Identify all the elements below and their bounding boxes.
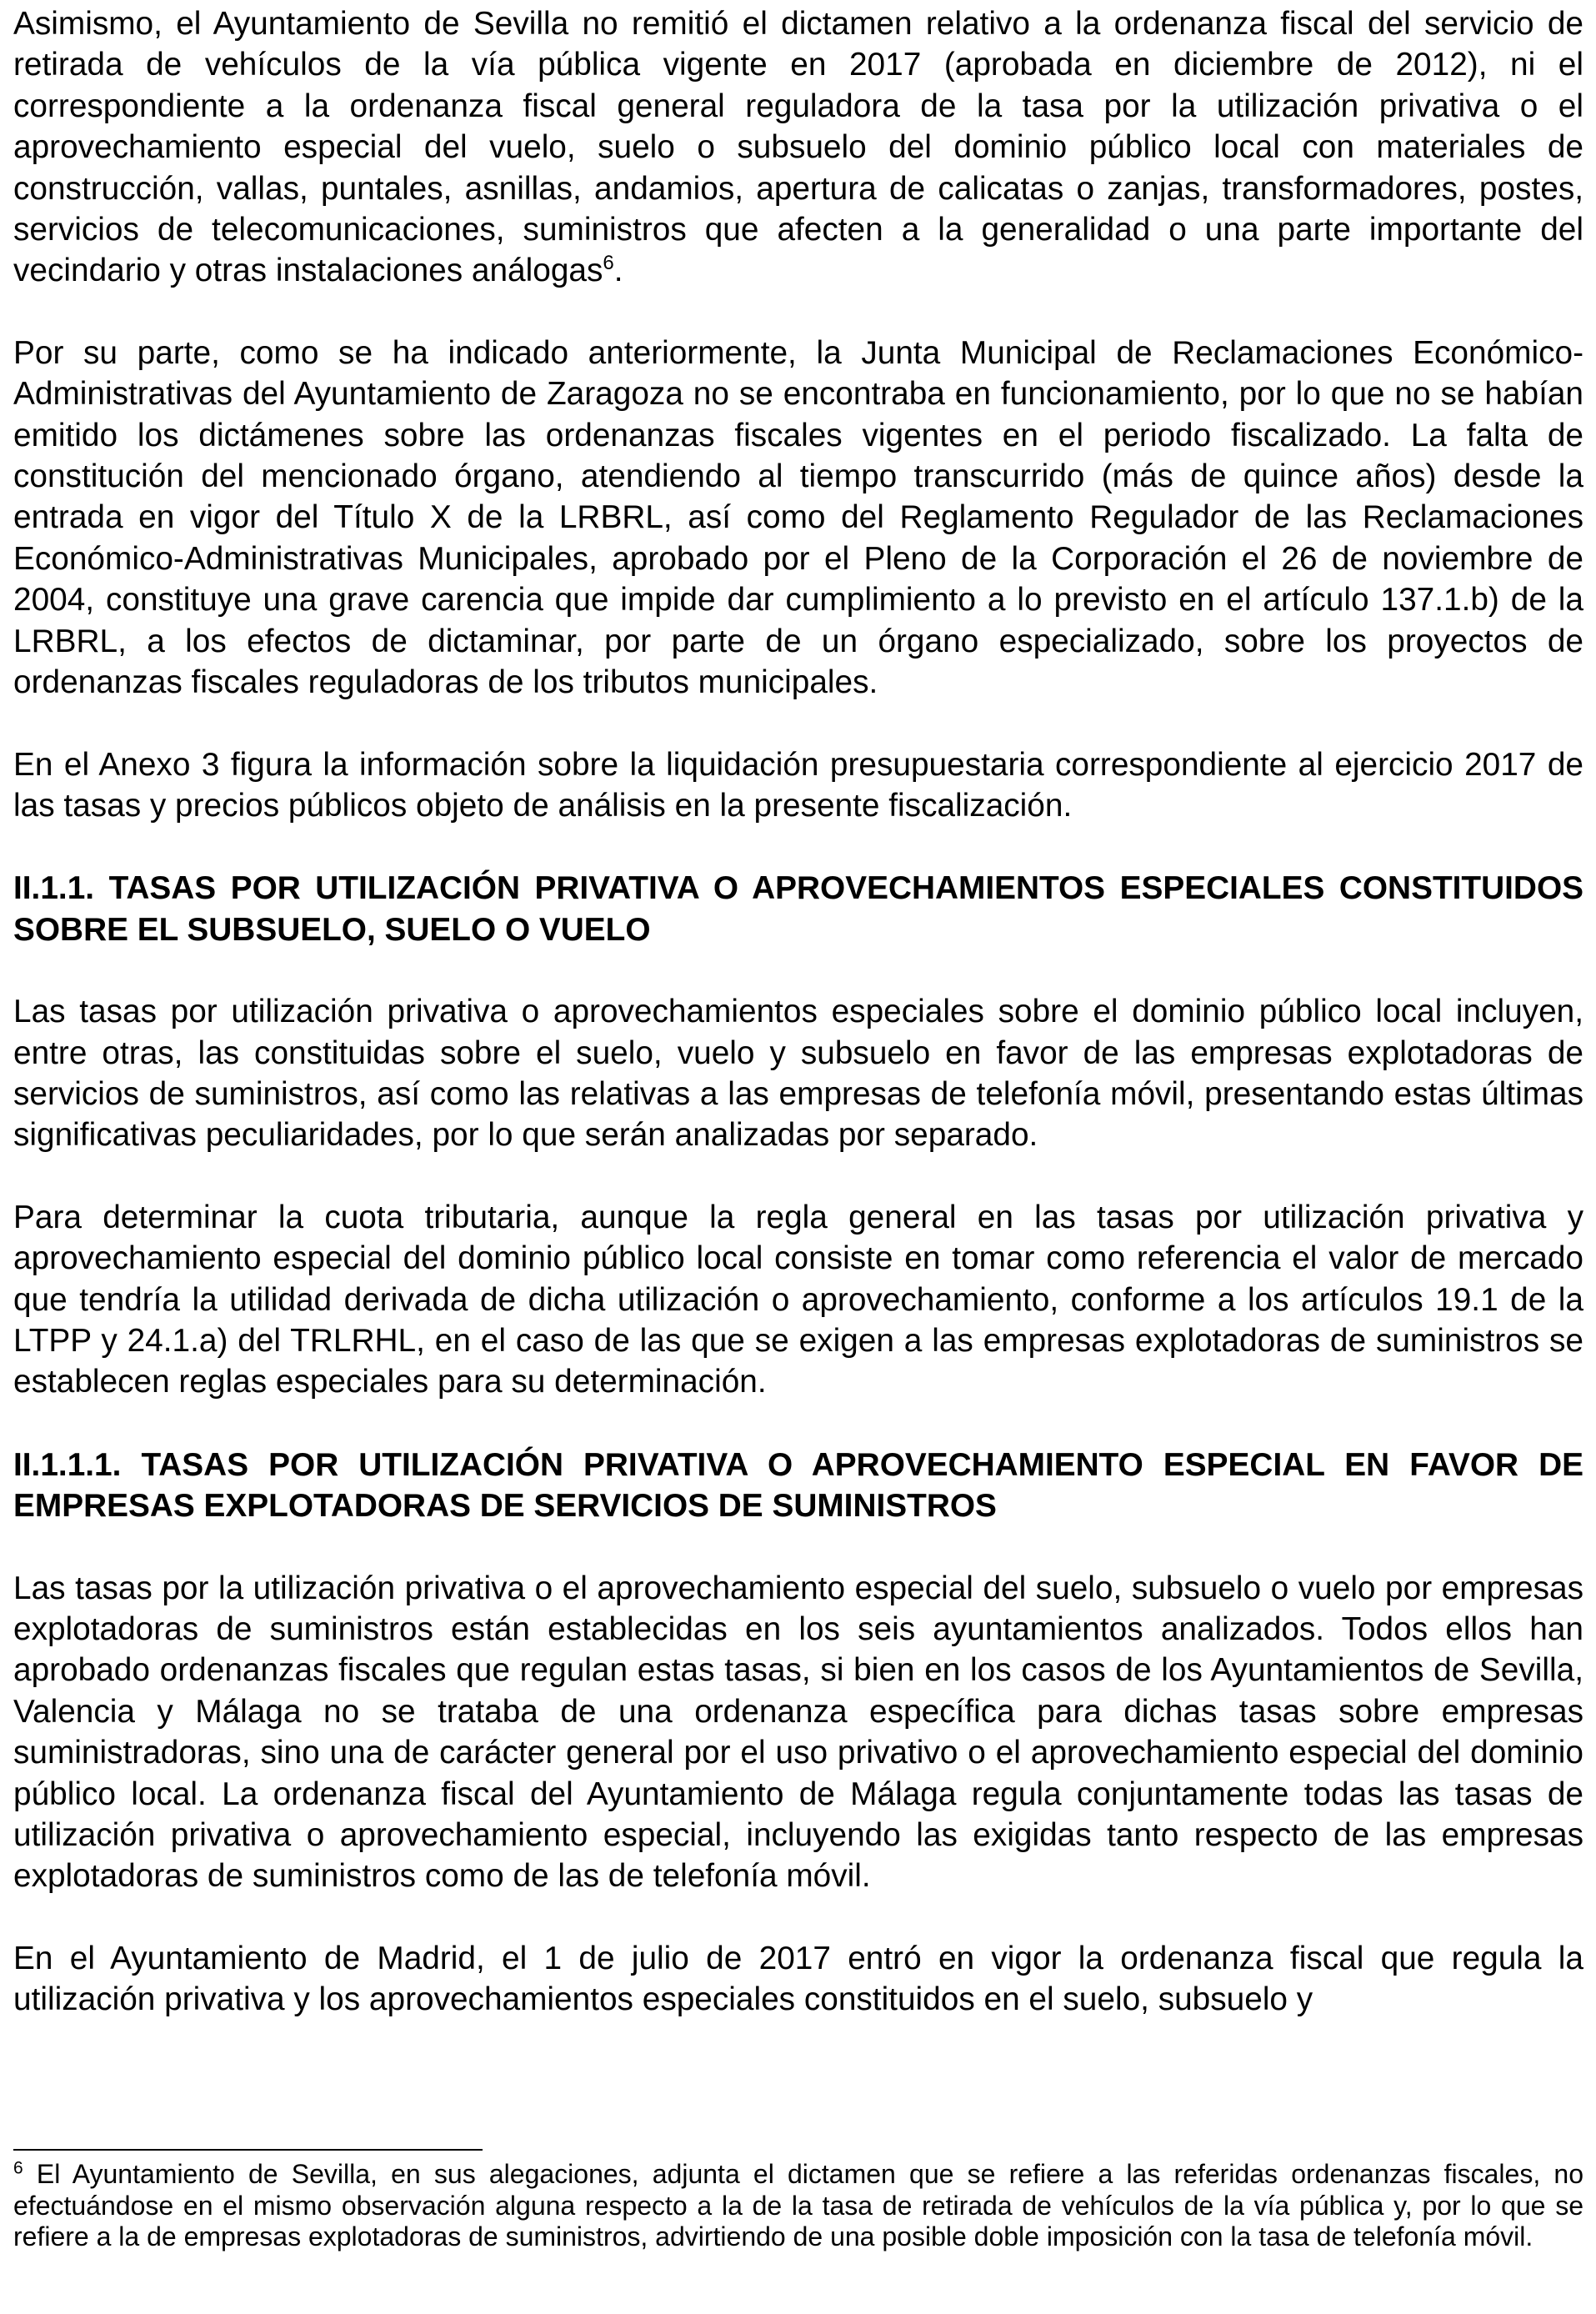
section-heading-ii-1-1-1: II.1.1.1. TASAS POR UTILIZACIÓN PRIVATIVA O APROVECHAMIENTO ESPECIAL EN FAVOR DE EMPRESAS EXPLOTADORAS DE SERVICIOS DE SUMINISTROS [13,1446,1583,1525]
footnote-reference[interactable]: 6 [603,252,614,275]
paragraph-madrid-ordenanza: En el Ayuntamiento de Madrid, el 1 de julio de 2017 entró en vigor la ordenanza fiscal que regula la utilización privativa y los aprovechamientos especiales constituidos en el suelo, subsuelo y [13,1940,1583,2018]
paragraph-anexo-3: En el Anexo 3 figura la información sobre la liquidación presupuestaria correspondiente al ejercicio 2017 de las tasas y precios públicos objeto de análisis en la presente fiscalización. [13,746,1583,824]
footnote-separator [13,2149,483,2151]
section-heading-ii-1-1: II.1.1. TASAS POR UTILIZACIÓN PRIVATIVA O APROVECHAMIENTOS ESPECIALES CONSTITUIDOS SOBRE EL SUBSUELO, SUELO O VUELO [13,870,1583,948]
document-body [13,3,1583,2021]
footnote-text: El Ayuntamiento de Sevilla, en sus alegaciones, adjunta el dictamen que se refiere a las referidas ordenanzas fiscales, no efectuándose en el mismo observación alguna respecto a la de la tasa de retirada de vehículos de la vía pública y, por lo que se refiere a la de empresas explotadoras de suministros, advirtiendo de una posible doble imposición con la tasa de telefonía móvil. [13,2159,1583,2252]
paragraph-seis-ayuntamientos: Las tasas por la utilización privativa o el aprovechamiento especial del suelo, subsuelo o vuelo por empresas explotadoras de suministros están establecidas en los seis ayuntamientos analizados. Todos ellos han aprobado ordenanzas fiscales que regulan estas tasas, si bien en los casos de los Ayuntamientos de Sevilla, Valencia y Málaga no se trataba de una ordenanza específica para dichas tasas sobre empresas suministradoras, sino una de carácter general por el uso privativo o el aprovechamiento especial del dominio público local. La ordenanza fiscal del Ayuntamiento de Málaga regula conjuntamente todas las tasas de utilización privativa o aprovechamiento especial, incluyendo las exigidas tanto respecto de las empresas explotadoras de suministros como de las de telefonía móvil. [13,1570,1583,1895]
paragraph-tasas-incluyen: Las tasas por utilización privativa o aprovechamientos especiales sobre el dominio público local incluyen, entre otras, las constituidas sobre el suelo, vuelo y subsuelo en favor de las empresas explotadoras de servicios de suministros, así como las relativas a las empresas de telefonía móvil, presentando estas últimas significativas peculiaridades, por lo que serán analizadas por separado. [13,994,1583,1154]
paragraph-zaragoza-junta: Por su parte, como se ha indicado anteriormente, la Junta Municipal de Reclamaciones Económico-Administrativas del Ayuntamiento de Zaragoza no se encontraba en funcionamiento, por lo que no se habían emitido los dictámenes sobre las ordenanzas fiscales vigentes en el periodo fiscalizado. La falta de constitución del mencionado órgano, atendiendo al tiempo transcurrido (más de quince años) desde la entrada en vigor del Título X de la LRBRL, así como del Reglamento Regulador de las Reclamaciones Económico-Administrativas Municipales, aprobado por el Pleno de la Corporación el 26 de noviembre de 2004, constituye una grave carencia que impide dar cumplimiento a lo previsto en el artículo 137.1.b) de la LRBRL, a los efectos de dictaminar, por parte de un órgano especializado, sobre los proyectos de ordenanzas fiscales reguladoras de los tributos municipales. [13,334,1583,701]
paragraph-sevilla-dictamen [13,3,1583,292]
paragraph-text: Asimismo, el Ayuntamiento de Sevilla no remitió el dictamen relativo a la ordenanza fiscal del servicio de retirada de vehículos de la vía pública vigente en 2017 (aprobada en diciembre de 2012), ni el correspondiente a la ordenanza fiscal general reguladora de la tasa por la utilización privativa o el aprovechamiento especial del vuelo, suelo o subsuelo del dominio público local con materiales de construcción, vallas, puntales, asnillas, andamios, apertura de calicatas o zanjas, transformadores, postes, servicios de telecomunicaciones, suministros que afecten a la generalidad o una parte importante del vecindario y otras instalaciones análogas [13,6,1583,289]
paragraph-end-punctuation: . [613,253,623,289]
footnote-6 [13,2159,1583,2253]
paragraph-cuota-tributaria: Para determinar la cuota tributaria, aunque la regla general en las tasas por utilización privativa y aprovechamiento especial del dominio público local consiste en tomar como referencia el valor de mercado que tendría la utilidad derivada de dicha utilización o aprovechamiento, conforme a los artículos 19.1 de la LTPP y 24.1.a) del TRLRHL, en el caso de las que se exigen a las empresas explotadoras de suministros se establecen reglas especiales para su determinación. [13,1199,1583,1400]
footnote-marker: 6 [13,2158,23,2178]
